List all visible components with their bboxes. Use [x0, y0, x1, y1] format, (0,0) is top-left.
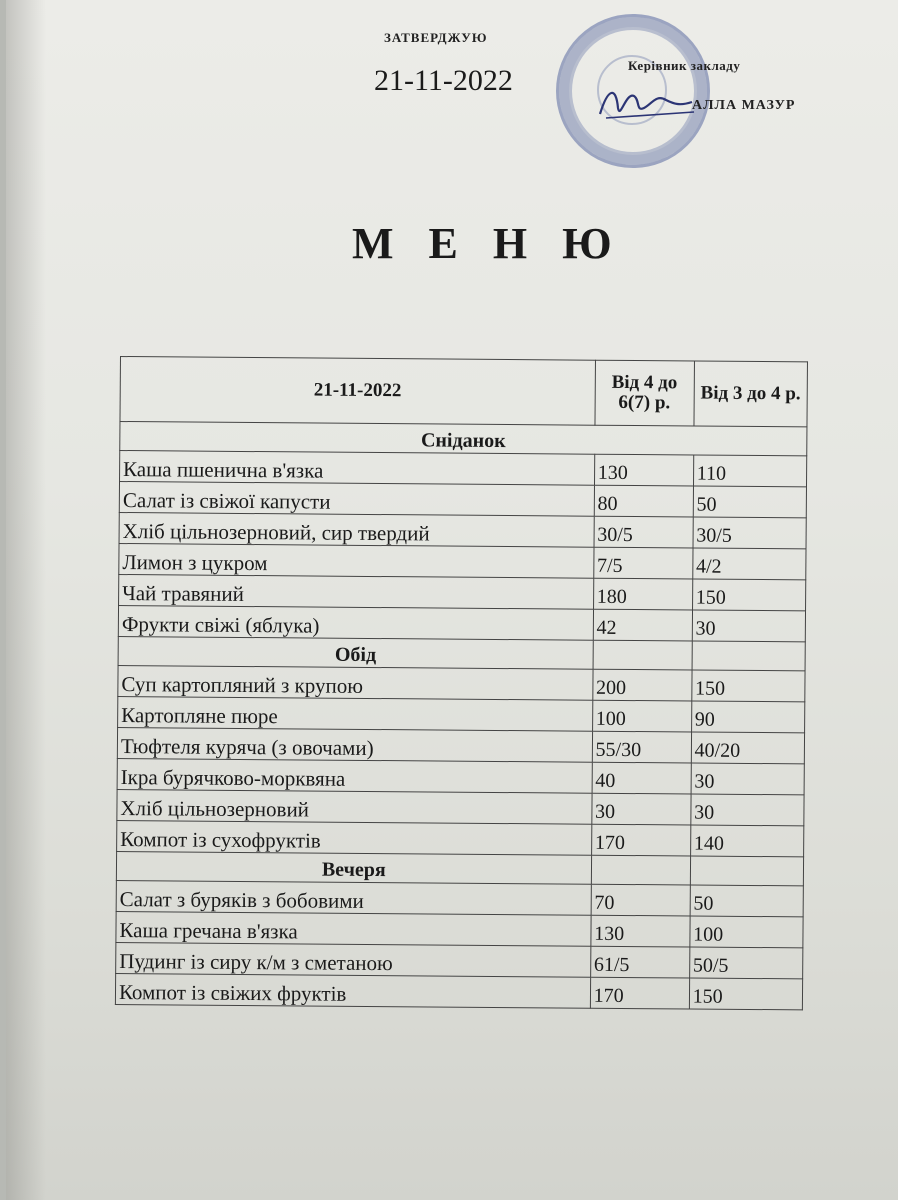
dish-name: Хліб цільнозерновий	[117, 789, 592, 824]
dish-name: Салат з буряків з бобовими	[116, 880, 591, 915]
dish-name: Ікра бурячково-морквяна	[117, 758, 592, 793]
table-row	[116, 911, 803, 947]
table-row	[119, 482, 806, 518]
portion-age-3-4: 140	[690, 825, 804, 857]
portion-age-3-4: 30	[691, 794, 805, 826]
dish-name: Салат із свіжої капусти	[119, 482, 594, 517]
table-row	[119, 574, 806, 610]
portion-age-3-4: 150	[689, 978, 803, 1010]
section-title: Обід	[118, 636, 593, 669]
page-title: М Е Н Ю	[352, 219, 624, 268]
portion-age-3-4: 50	[693, 486, 807, 518]
table-row	[118, 665, 805, 701]
empty-cell	[690, 856, 804, 886]
table-row	[119, 512, 806, 548]
dish-name: Хліб цільнозерновий, сир твердий	[119, 512, 594, 547]
dish-name: Компот із сухофруктів	[117, 820, 592, 855]
approval-date: 21-11-2022	[374, 64, 513, 97]
portion-age-4-7: 61/5	[590, 946, 689, 978]
table-row	[117, 789, 804, 825]
portion-age-4-7: 7/5	[593, 547, 692, 579]
signature-icon	[596, 78, 696, 124]
table-row	[118, 605, 805, 641]
dish-name: Компот із свіжих фруктів	[115, 973, 590, 1008]
table-row	[117, 820, 804, 856]
portion-age-3-4: 110	[693, 455, 807, 487]
portion-age-3-4: 30	[691, 763, 805, 795]
table-row	[117, 727, 804, 763]
portion-age-4-7: 30	[592, 793, 691, 825]
table-row	[120, 451, 807, 487]
dish-name: Чай травяний	[119, 574, 594, 609]
header-age-4-7: Від 4 до 6(7) р.	[595, 360, 695, 426]
approval-label: ЗАТВЕРДЖУЮ	[384, 30, 488, 45]
portion-age-4-7: 170	[590, 977, 689, 1009]
portion-age-3-4: 150	[691, 670, 805, 702]
portion-age-4-7: 80	[594, 485, 693, 517]
header-age-3-4: Від 3 до 4 р.	[694, 361, 808, 427]
page-shadow	[6, 0, 46, 1200]
dish-name: Фрукти свіжі (яблука)	[118, 605, 593, 640]
head-title-label: Керівник закладу	[628, 58, 741, 73]
portion-age-4-7: 100	[592, 700, 691, 732]
portion-age-4-7: 55/30	[592, 731, 691, 763]
section-title: Сніданок	[120, 422, 807, 456]
section-title: Вечеря	[116, 851, 591, 884]
portion-age-3-4: 100	[690, 916, 804, 948]
header-date: 21-11-2022	[120, 357, 595, 426]
head-name: АЛЛА МАЗУР	[692, 98, 796, 113]
portion-age-3-4: 30	[692, 610, 806, 642]
portion-age-4-7: 170	[591, 824, 690, 856]
portion-age-4-7: 200	[592, 669, 691, 701]
portion-age-4-7: 180	[593, 578, 692, 610]
empty-cell	[692, 641, 806, 671]
dish-name: Лимон з цукром	[119, 543, 594, 578]
menu-table	[115, 356, 808, 1010]
portion-age-4-7: 30/5	[594, 516, 693, 548]
portion-age-3-4: 50	[690, 885, 804, 917]
portion-age-3-4: 4/2	[692, 548, 806, 580]
empty-cell	[591, 855, 690, 885]
dish-name: Пудинг із сиру к/м з сметаною	[116, 942, 591, 977]
portion-age-3-4: 50/5	[689, 947, 803, 979]
dish-name: Суп картопляний з крупою	[118, 665, 593, 700]
portion-age-4-7: 70	[591, 884, 690, 916]
table-row	[118, 696, 805, 732]
dish-name: Каша гречана в'язка	[116, 911, 591, 946]
dish-name: Каша пшенична в'язка	[120, 451, 595, 486]
dish-name: Тюфтеля куряча (з овочами)	[117, 727, 592, 762]
portion-age-4-7: 130	[594, 454, 693, 486]
portion-age-3-4: 90	[691, 701, 805, 733]
table-row	[116, 942, 803, 978]
portion-age-4-7: 130	[591, 915, 690, 947]
portion-age-4-7: 42	[593, 609, 692, 641]
empty-cell	[593, 640, 692, 670]
table-row	[119, 543, 806, 579]
table-row	[117, 758, 804, 794]
portion-age-4-7: 40	[592, 762, 691, 794]
table-row	[115, 973, 802, 1009]
portion-age-3-4: 40/20	[691, 732, 805, 764]
portion-age-3-4: 150	[692, 579, 806, 611]
portion-age-3-4: 30/5	[693, 517, 807, 549]
dish-name: Картопляне пюре	[118, 696, 593, 731]
table-header-row	[120, 357, 807, 427]
table-row	[116, 880, 803, 916]
